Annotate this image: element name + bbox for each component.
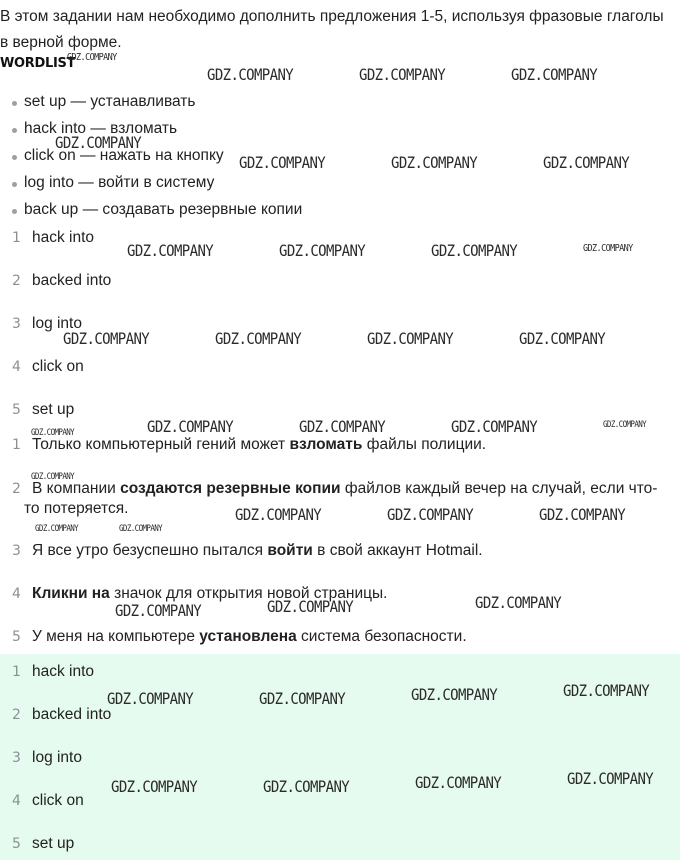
watermark: GDZ.COMPANY xyxy=(387,506,474,525)
watermark: GDZ.COMPANY xyxy=(31,427,75,438)
wordlist-item: click on — нажать на кнопку xyxy=(0,144,680,171)
bullet-icon xyxy=(12,209,17,214)
wordlist-item: back up — создавать резервные копии xyxy=(0,198,680,225)
bullet-icon xyxy=(12,128,17,133)
watermark: GDZ.COMPANY xyxy=(563,682,650,701)
watermark: GDZ.COMPANY xyxy=(207,66,294,85)
wordlist-heading: WORDLIST xyxy=(0,56,76,71)
watermark: GDZ.COMPANY xyxy=(367,330,454,349)
watermark: GDZ.COMPANY xyxy=(475,594,562,613)
watermark: GDZ.COMPANY xyxy=(147,418,234,437)
watermark: GDZ.COMPANY xyxy=(107,690,194,709)
watermark: GDZ.COMPANY xyxy=(119,523,163,534)
watermark: GDZ.COMPANY xyxy=(415,774,502,793)
wordlist-item: log into — войти в систему xyxy=(0,171,680,198)
bullet-icon xyxy=(12,101,17,106)
watermark: GDZ.COMPANY xyxy=(55,134,142,153)
watermark: GDZ.COMPANY xyxy=(451,418,538,437)
watermark: GDZ.COMPANY xyxy=(35,523,79,534)
watermark: GDZ.COMPANY xyxy=(63,330,150,349)
watermark: GDZ.COMPANY xyxy=(31,471,75,482)
watermark: GDZ.COMPANY xyxy=(543,154,630,173)
watermark: GDZ.COMPANY xyxy=(215,330,302,349)
watermark: GDZ.COMPANY xyxy=(235,506,322,525)
watermark: GDZ.COMPANY xyxy=(519,330,606,349)
watermark: GDZ.COMPANY xyxy=(279,242,366,261)
wordlist-item: hack into — взломать xyxy=(0,117,680,144)
watermark: GDZ.COMPANY xyxy=(299,418,386,437)
watermark: GDZ.COMPANY xyxy=(111,778,198,797)
watermark: GDZ.COMPANY xyxy=(263,778,350,797)
watermark: GDZ.COMPANY xyxy=(359,66,446,85)
watermark: GDZ.COMPANY xyxy=(391,154,478,173)
watermark: GDZ.COMPANY xyxy=(567,770,654,789)
intro-text: В этом задании нам необходимо дополнить предложения 1-5, используя фразовые глаголы в верной форме. xyxy=(0,8,664,51)
watermark: GDZ.COMPANY xyxy=(259,690,346,709)
watermark: GDZ.COMPANY xyxy=(411,686,498,705)
bullet-icon xyxy=(12,182,17,187)
watermark: GDZ.COMPANY xyxy=(267,598,354,617)
watermark: GDZ.COMPANY xyxy=(583,243,633,255)
watermark: GDZ.COMPANY xyxy=(239,154,326,173)
watermark: GDZ.COMPANY xyxy=(511,66,598,85)
watermark: GDZ.COMPANY xyxy=(431,242,518,261)
watermark: GDZ.COMPANY xyxy=(67,52,117,64)
watermark: GDZ.COMPANY xyxy=(539,506,626,525)
bullet-icon xyxy=(12,155,17,160)
watermark: GDZ.COMPANY xyxy=(603,419,647,430)
watermark: GDZ.COMPANY xyxy=(127,242,214,261)
watermark: GDZ.COMPANY xyxy=(115,602,202,621)
wordlist-item: set up — устанавливать xyxy=(0,90,680,117)
